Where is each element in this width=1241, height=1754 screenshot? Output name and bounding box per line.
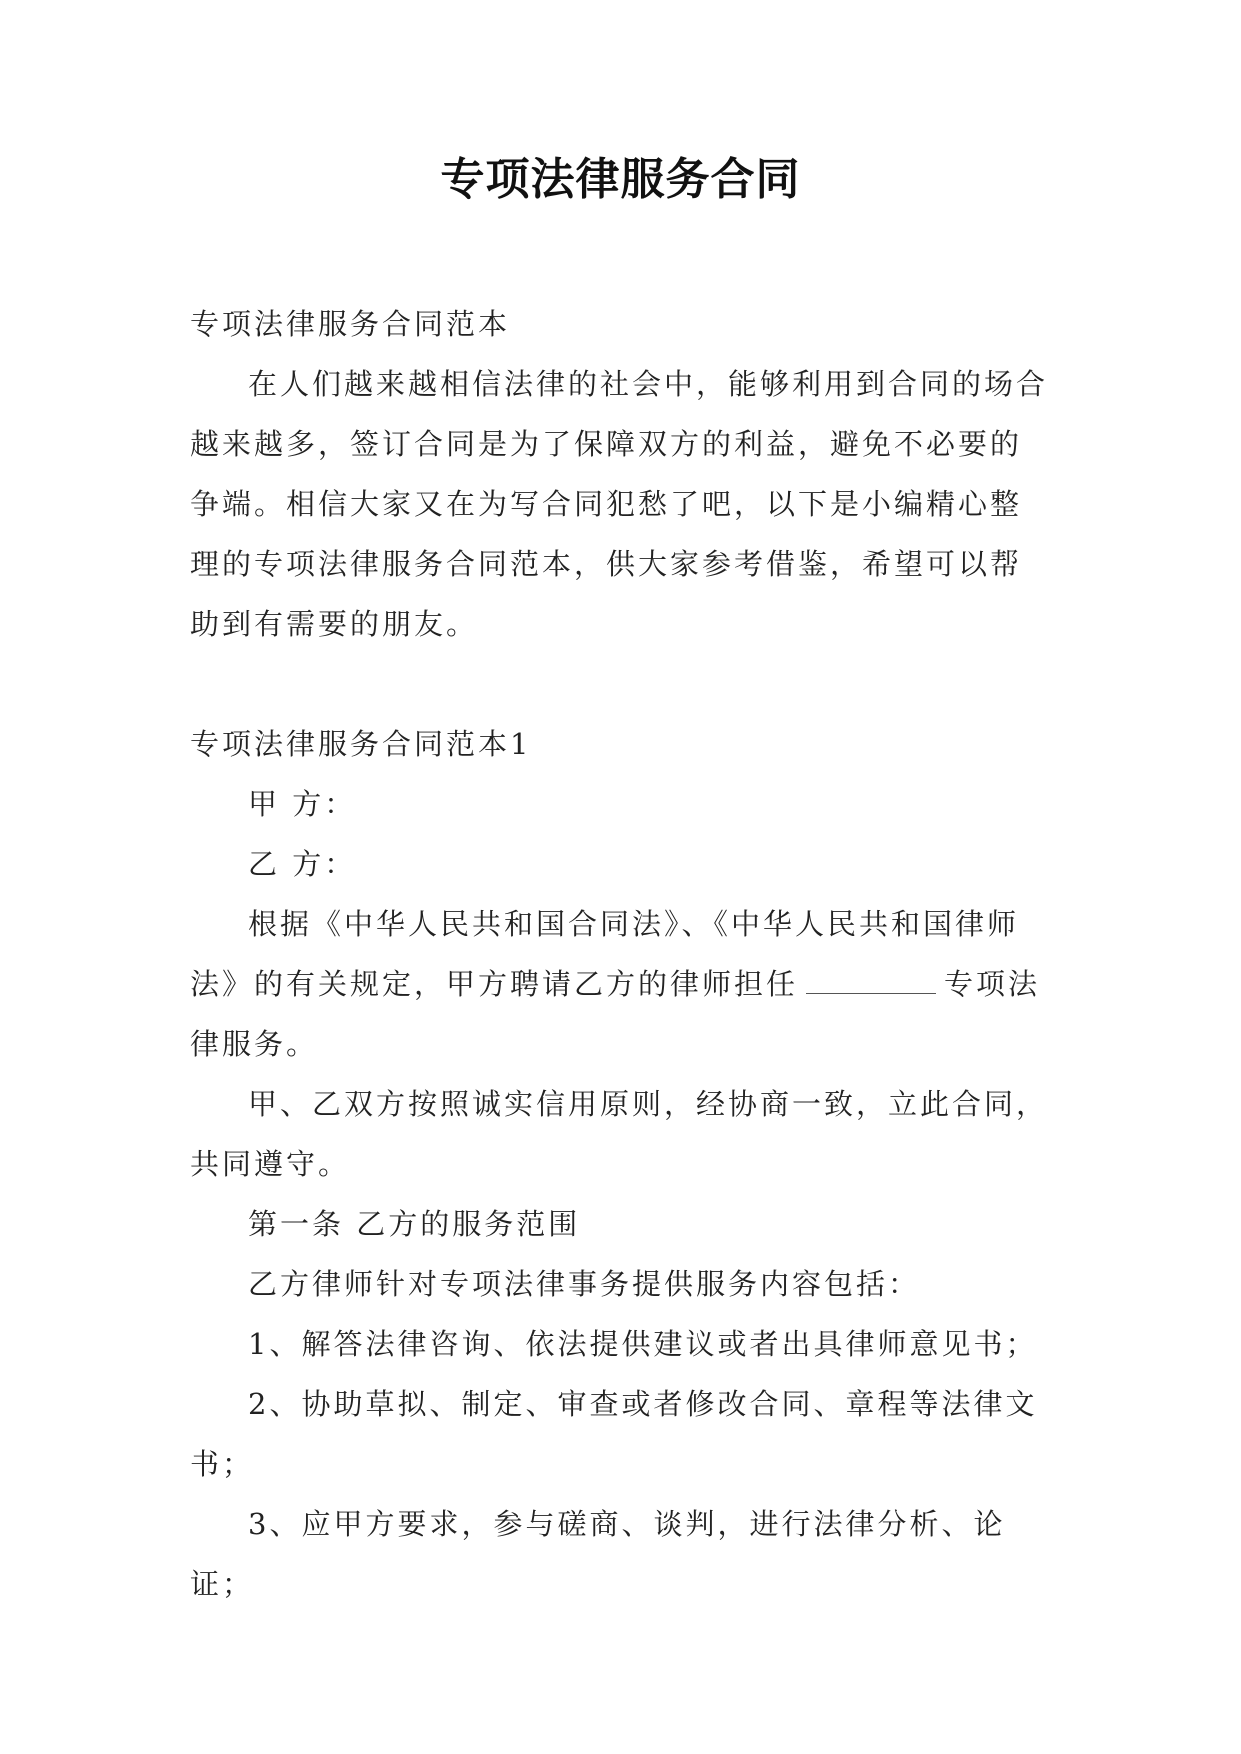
legal-basis-paragraph — [190, 894, 1048, 1074]
list-item: 2、协助草拟、制定、审查或者修改合同、章程等法律文书； — [190, 1387, 1038, 1481]
article1-heading: 第一条 乙方的服务范围 — [248, 1207, 581, 1241]
intro-paragraph: 在人们越来越相信法律的社会中，能够利用到合同的场合越来越多，签订合同是为了保障双方的利益，避免不必要的争端。相信大家又在为写合同犯愁了吧，以下是小编精心整理的专项法律服务合同范本，供大家参考借鉴，希望可以帮助到有需要的朋友。 — [190, 367, 1049, 641]
party-a-line: 甲 方： — [248, 787, 357, 821]
article1-intro: 乙方律师针对专项法律事务提供服务内容包括： — [248, 1267, 921, 1301]
legal-basis-text-end: 专项法律服务。 — [190, 967, 1041, 1061]
paragraph-spacer — [190, 654, 1048, 714]
party-b-line: 乙 方： — [248, 847, 357, 881]
document-title: 专项法律服务合同 — [440, 154, 801, 205]
document-subtitle: 专项法律服务合同范本 — [190, 307, 511, 341]
legal-basis-text: 根据《中华人民共和国合同法》、《中华人民共和国律师法》的有关规定，甲方聘请乙方的律师担任 — [190, 907, 1020, 1001]
list-item: 1、解答法律咨询、依法提供建议或者出具律师意见书； — [248, 1327, 1038, 1361]
list-item: 3、应甲方要求，参与磋商、谈判，进行法律分析、论证； — [190, 1507, 1006, 1601]
document-body — [190, 294, 1048, 1614]
sample-heading: 专项法律服务合同范本1 — [190, 727, 532, 761]
agreement-paragraph: 甲、乙双方按照诚实信用原则，经协商一致，立此合同，共同遵守。 — [190, 1087, 1049, 1181]
service-blank-line — [806, 959, 936, 994]
